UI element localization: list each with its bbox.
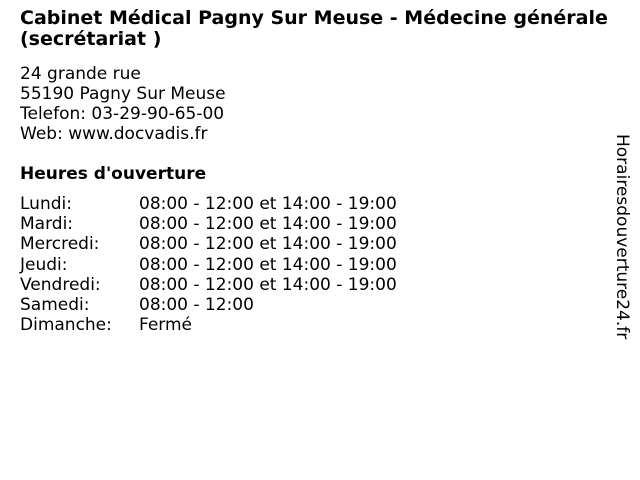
phone-number: Telefon: 03-29-90-65-00 xyxy=(20,104,225,124)
hours-row-tuesday xyxy=(20,214,397,234)
address-street: 24 grande rue xyxy=(20,64,141,84)
hours-row-thursday xyxy=(20,255,397,275)
time-range: 08:00 - 12:00 xyxy=(139,295,254,316)
time-range: 08:00 - 12:00 et 14:00 - 19:00 xyxy=(139,254,397,275)
day-label: Mardi: xyxy=(20,214,74,235)
day-label: Jeudi: xyxy=(20,254,68,275)
day-label: Samedi: xyxy=(20,295,90,316)
day-label: Dimanche: xyxy=(20,315,112,336)
time-range: Fermé xyxy=(139,315,193,336)
contact-info xyxy=(20,64,226,144)
hours-row-friday xyxy=(20,275,397,295)
website: Web: www.docvadis.fr xyxy=(20,124,208,144)
hours-row-sunday xyxy=(20,315,397,335)
day-label: Mercredi: xyxy=(20,234,100,255)
opening-hours-list xyxy=(20,194,397,335)
hours-row-wednesday xyxy=(20,234,397,254)
time-range: 08:00 - 12:00 et 14:00 - 19:00 xyxy=(139,274,397,295)
hours-heading: Heures d'ouverture xyxy=(20,164,207,184)
hours-row-monday xyxy=(20,194,397,214)
time-range: 08:00 - 12:00 et 14:00 - 19:00 xyxy=(139,214,397,235)
hours-row-saturday xyxy=(20,295,397,315)
site-watermark: Horairesdouverture24.fr xyxy=(612,134,632,340)
time-range: 08:00 - 12:00 et 14:00 - 19:00 xyxy=(139,234,397,255)
address-city: 55190 Pagny Sur Meuse xyxy=(20,84,226,104)
time-range: 08:00 - 12:00 et 14:00 - 19:00 xyxy=(139,194,397,214)
page-title: Cabinet Médical Pagny Sur Meuse - Médecine générale (secrétariat ) xyxy=(20,7,608,50)
day-label: Lundi: xyxy=(20,194,72,214)
day-label: Vendredi: xyxy=(20,274,101,295)
